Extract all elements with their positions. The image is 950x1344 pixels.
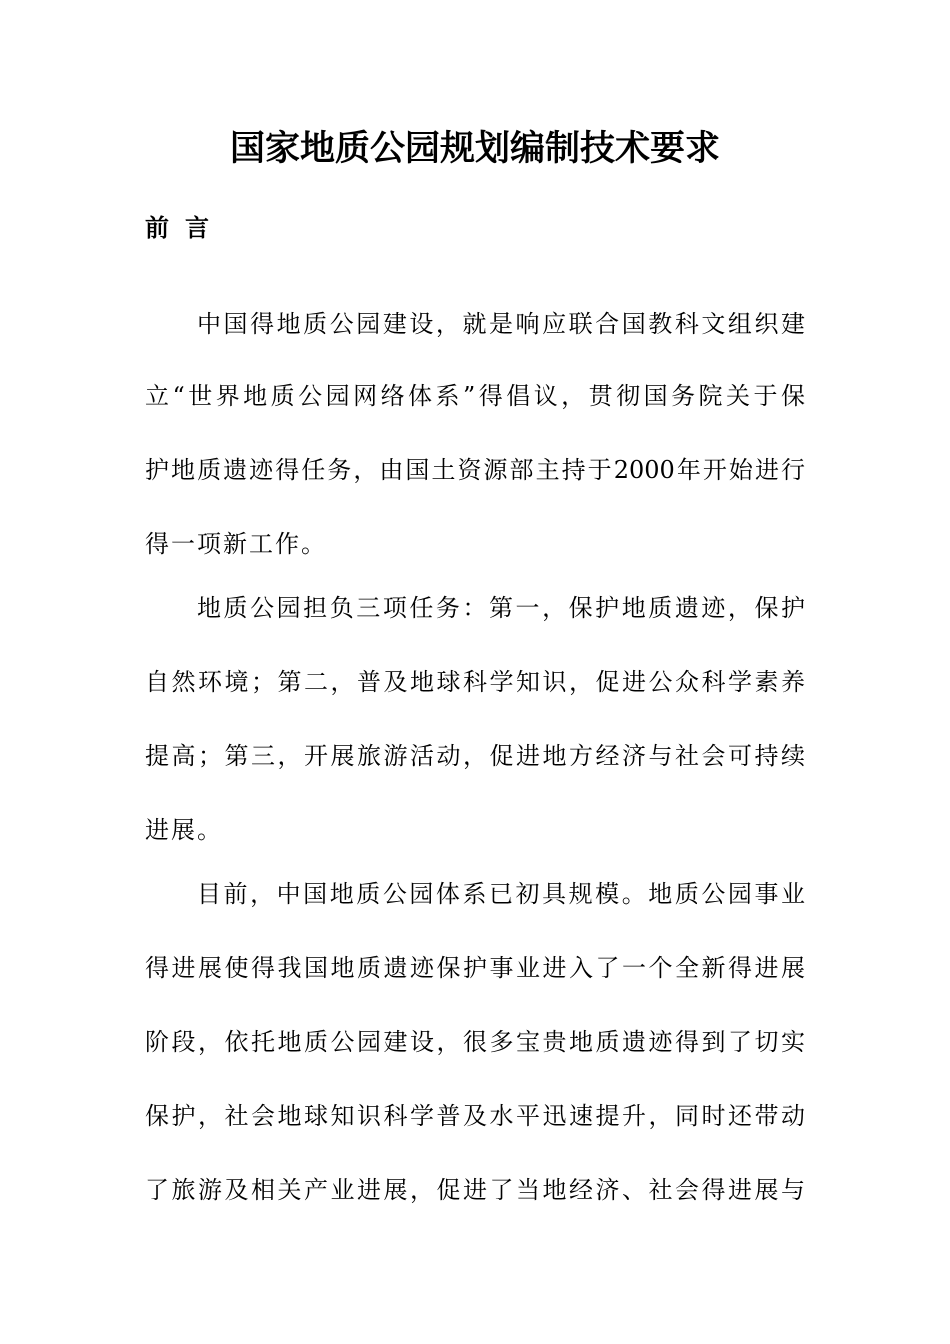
paragraph-2-line-3: 提高；第三，开展旅游活动，促进地方经济与社会可持续 (145, 742, 805, 770)
paragraph-1-line-2: 立“世界地质公园网络体系”得倡议，贯彻国务院关于保 (145, 382, 805, 410)
paragraph-2-line-4: 进展。 (145, 816, 223, 844)
paragraph-2-line-2: 自然环境；第二，普及地球科学知识，促进公众科学素养 (145, 668, 805, 696)
section-heading-preface: 前言 (145, 214, 225, 242)
paragraph-1-line-4: 得一项新工作。 (145, 530, 327, 558)
paragraph-3-line-3: 阶段，依托地质公园建设，很多宝贵地质遗迹得到了切实 (145, 1028, 805, 1056)
paragraph-2-line-1: 地质公园担负三项任务：第一，保护地质遗迹，保护 (197, 594, 805, 622)
paragraph-1-line-3: 护地质遗迹得任务，由国土资源部主持于2000年开始进行 (145, 456, 805, 484)
paragraph-3-line-2: 得进展使得我国地质遗迹保护事业进入了一个全新得进展 (145, 954, 805, 982)
paragraph-3-line-4: 保护，社会地球知识科学普及水平迅速提升，同时还带动 (145, 1102, 805, 1130)
document-title: 国家地质公园规划编制技术要求 (229, 129, 720, 169)
paragraph-3-line-1: 目前，中国地质公园体系已初具规模。地质公园事业 (197, 880, 805, 908)
paragraph-1-line-1: 中国得地质公园建设，就是响应联合国教科文组织建 (197, 310, 805, 338)
paragraph-3-line-5: 了旅游及相关产业进展，促进了当地经济、社会得进展与 (145, 1176, 805, 1204)
